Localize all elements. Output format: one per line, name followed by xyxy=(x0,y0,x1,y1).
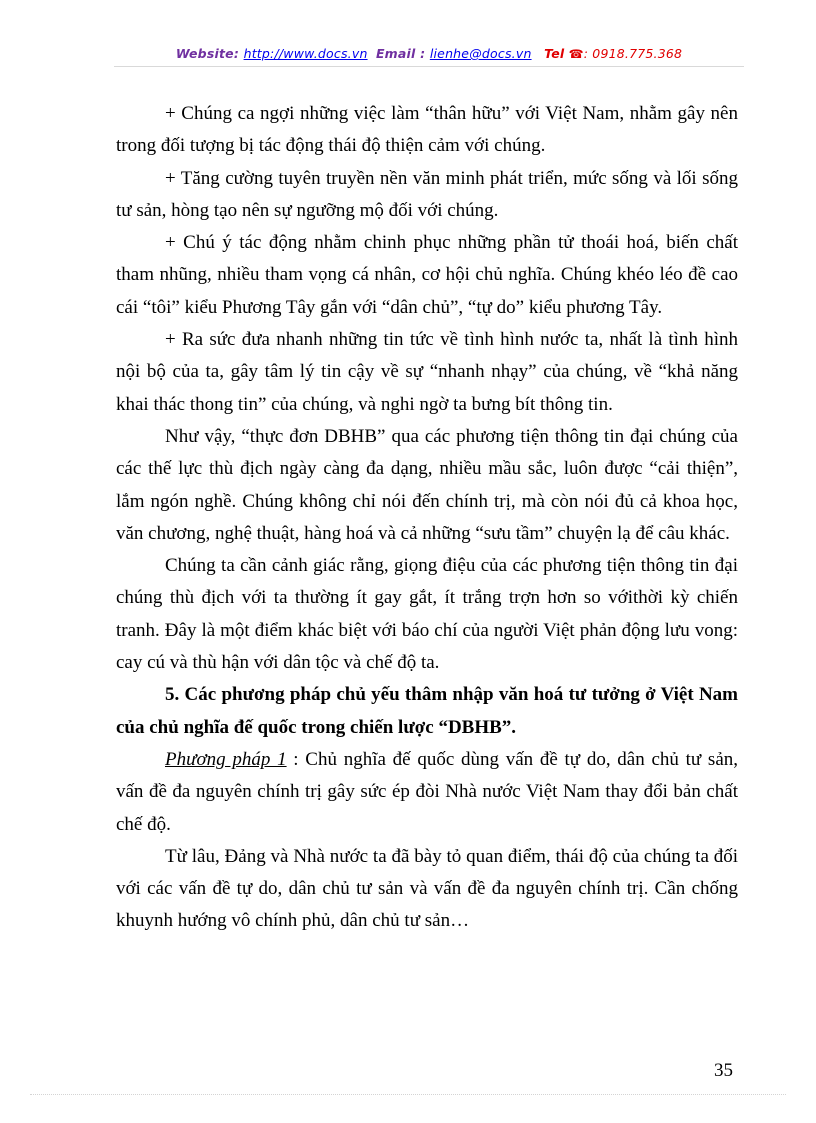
phone-number: : 0918.775.368 xyxy=(583,46,683,61)
website-link[interactable]: http://www.docs.vn xyxy=(243,46,368,61)
paragraph: Chúng ta cần cảnh giác rằng, giọng điệu của các phương tiện thông tin đại chúng thù địch với ta thường ít gay gắt, ít trắng trợn hơn so vớithời kỳ chiến tranh. Đây là một điểm khác biệt với báo chí của người Việt phản động lưu vong: cay cú và thù hận với dân tộc và chế độ ta. xyxy=(116,555,738,674)
paragraph: + Tăng cường tuyên truyền nền văn minh phát triển, mức sống và lối sống tư sản, hòng tạo nên sự ngưỡng mộ đối với chúng. xyxy=(116,167,738,221)
paragraph: Như vậy, “thực đơn DBHB” qua các phương tiện thông tin đại chúng của các thế lực thù địch ngày càng đa dạng, nhiều mầu sắc, luôn được “cải thiện”, lắm ngón nghề. Chúng không chỉ nói đến chính trị, mà còn nói đủ cả khoa học, văn chương, nghệ thuật, hàng hoá và cả những “sưu tầm” chuyện lạ để câu khác. xyxy=(116,425,738,544)
paragraph: + Chúng ca ngợi những việc làm “thân hữu” với Việt Nam, nhằm gây nên trong đối tượng bị tác động thái độ thiện cảm với chúng. xyxy=(116,103,738,157)
email-link[interactable]: lienhe@docs.vn xyxy=(429,46,532,61)
page-number: 35 xyxy=(714,1060,733,1081)
page-header xyxy=(114,46,744,61)
method-paragraph xyxy=(116,744,738,841)
header-divider xyxy=(114,66,744,67)
paragraph: Từ lâu, Đảng và Nhà nước ta đã bày tỏ quan điểm, thái độ của chúng ta đối với các vấn đề tự do, dân chủ tư sản và vấn đề đa nguyên chính trị. Cần chống khuynh hướng vô chính phủ, dân chủ tư sản… xyxy=(116,845,738,932)
website-label: Website xyxy=(175,46,234,61)
paragraph: + Chú ý tác động nhằm chinh phục những phần tử thoái hoá, biến chất tham nhũng, nhiều tham vọng cá nhân, cơ hội chủ nghĩa. Chúng khéo léo đề cao cái “tôi” kiểu Phương Tây gắn với “dân chủ”, “tự do” kiểu phương Tây. xyxy=(116,232,738,318)
phone-icon: ☎ xyxy=(568,47,584,61)
section-heading: 5. Các phương pháp chủ yếu thâm nhập văn hoá tư tưởng ở Việt Nam của chủ nghĩa đế quốc trong chiến lược “DBHB”. xyxy=(116,684,738,738)
document-body xyxy=(116,98,738,938)
tel-label: Tel xyxy=(544,46,565,61)
email-label: Email xyxy=(375,46,416,61)
footer-divider xyxy=(30,1094,786,1095)
email-separator: : xyxy=(415,46,430,61)
method-label: Phương pháp 1 xyxy=(165,748,287,770)
method-text: : Chủ nghĩa đế quốc dùng vấn đề tự do, dân chủ tư sản, vấn đề đa nguyên chính trị gây sức ép đòi Nhà nước Việt Nam thay đổi bản chất chế độ. xyxy=(116,748,739,835)
website-separator: : xyxy=(233,46,244,61)
paragraph: + Ra sức đưa nhanh những tin tức về tình hình nước ta, nhất là tình hình nội bộ của ta, gây tâm lý tin cậy về sự “nhanh nhạy” của chúng, về “khả năng khai thác thong tin” của chúng, và nghi ngờ ta bưng bít thông tin. xyxy=(116,329,738,415)
